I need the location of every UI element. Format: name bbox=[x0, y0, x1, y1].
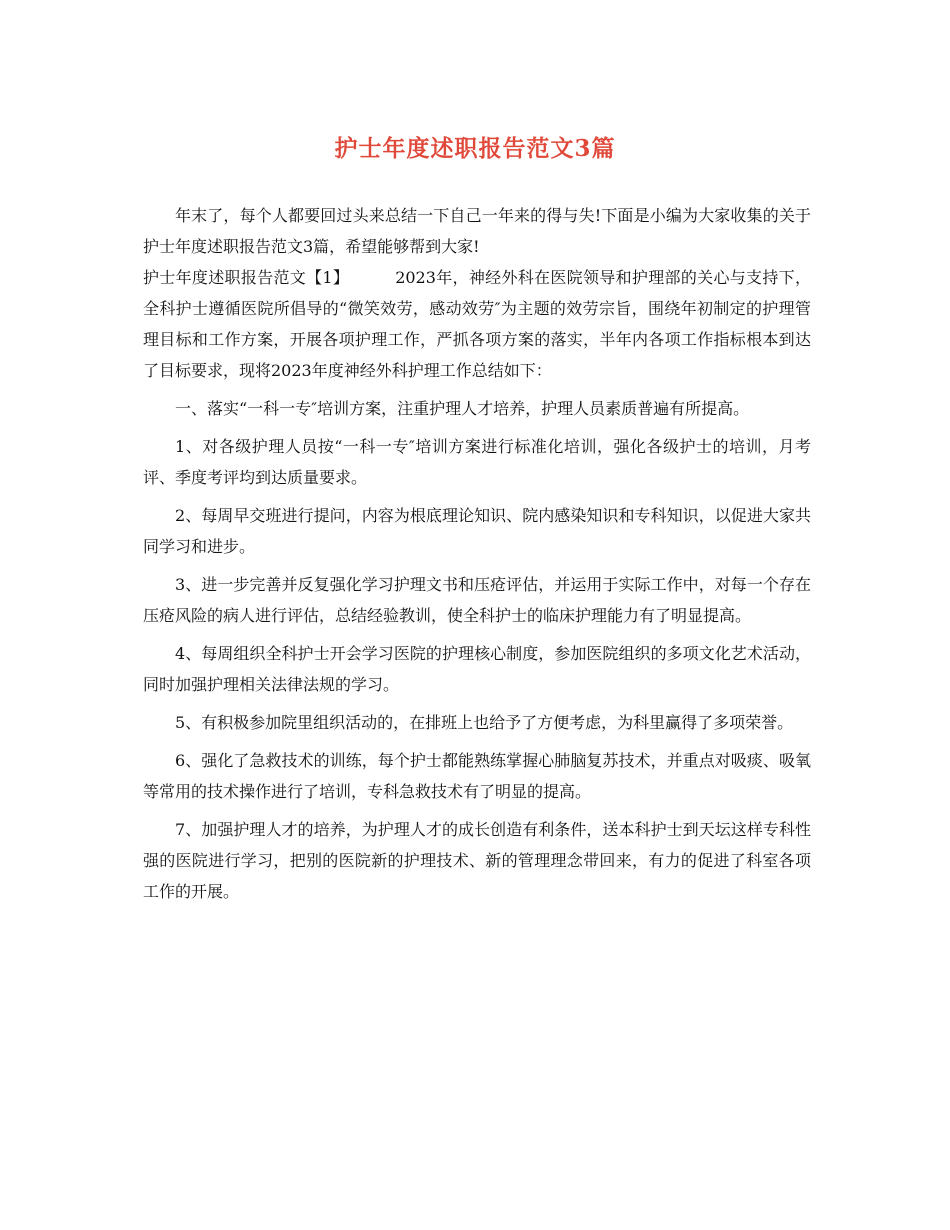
list-item: 7、加强护理人才的培养，为护理人才的成长创造有利条件，送本科护士到天坛这样专科性强的医院进行学习，把别的医院新的护理技术、新的管理理念带回来，有力的促进了科室各项工作的开展。 bbox=[143, 820, 811, 901]
section-label: 护士年度述职报告范文【1】 bbox=[143, 268, 350, 287]
section-paragraph bbox=[143, 262, 811, 386]
list-item: 1、对各级护理人员按“一科一专″培训方案进行标准化培训，强化各级护士的培训，月考评、季度考评均到达质量要求。 bbox=[143, 437, 811, 487]
section-opening: 2023年，神经外科在医院领导和护理部的关心与支持下，全科护士遵循医院所倡导的“微笑效劳，感动效劳″为主题的效劳宗旨，围绕年初制定的护理管理目标和工作方案，开展各项护理工作，严抓各项方案的落实，半年内各项工作指标根本到达了目标要求，现将2023年度神经外科护理工作总结如下： bbox=[143, 268, 811, 380]
list-item: 5、有积极参加院里组织活动的，在排班上也给予了方便考虑，为科里赢得了多项荣誉。 bbox=[175, 713, 794, 732]
intro-paragraph: 年末了，每个人都要回过头来总结一下自己一年来的得与失!下面是小编为大家收集的关于护士年度述职报告范文3篇，希望能够帮到大家! bbox=[143, 206, 811, 256]
heading-1: 一、落实“一科一专″培训方案，注重护理人才培养，护理人员素质普遍有所提高。 bbox=[175, 399, 750, 418]
list-item: 3、进一步完善并反复强化学习护理文书和压疮评估，并运用于实际工作中，对每一个存在压疮风险的病人进行评估，总结经验教训，使全科护士的临床护理能力有了明显提高。 bbox=[143, 575, 811, 625]
document-title: 护士年度述职报告范文3篇 bbox=[334, 135, 616, 162]
list-item: 4、每周组织全科护士开会学习医院的护理核心制度，参加医院组织的多项文化艺术活动，同时加强护理相关法律法规的学习。 bbox=[143, 644, 811, 694]
document-body bbox=[143, 200, 811, 907]
list-item: 6、强化了急救技术的训练，每个护士都能熟练掌握心肺脑复苏技术，并重点对吸痰、吸氧等常用的技术操作进行了培训，专科急救技术有了明显的提高。 bbox=[143, 751, 811, 801]
list-item: 2、每周早交班进行提问，内容为根底理论知识、院内感染知识和专科知识，以促进大家共同学习和进步。 bbox=[143, 506, 811, 556]
